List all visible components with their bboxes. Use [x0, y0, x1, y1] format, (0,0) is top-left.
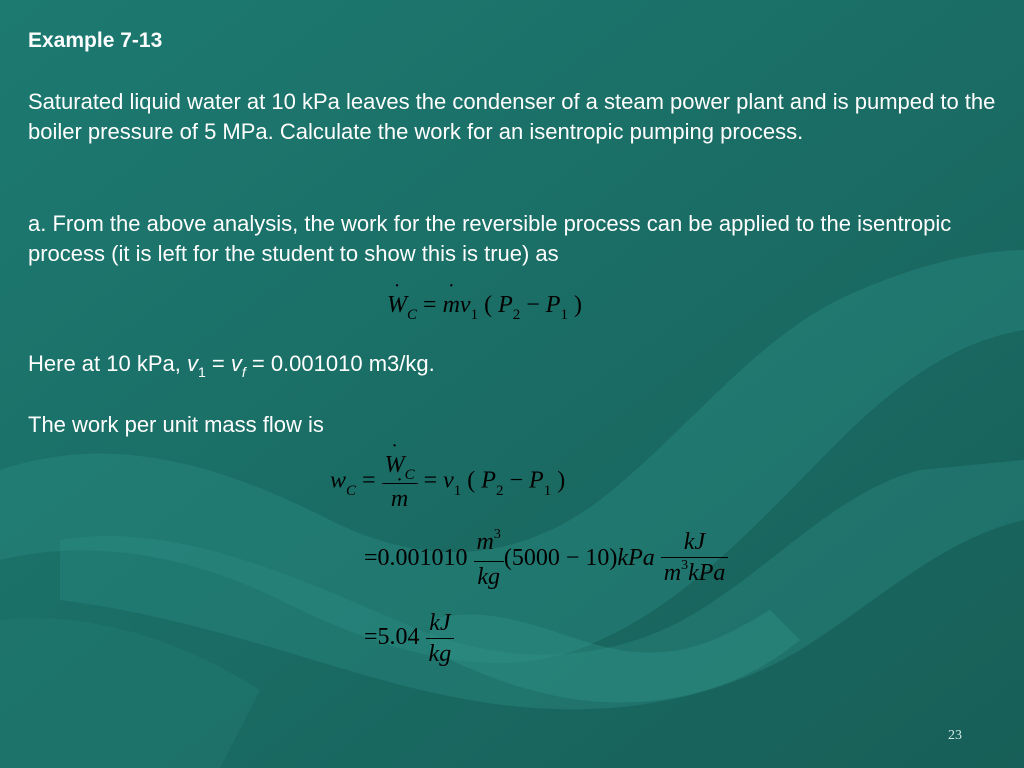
slide-title: Example 7-13	[28, 29, 163, 52]
eq3-value: 0.001010	[377, 545, 468, 572]
eq1-w-sub: C	[407, 307, 418, 323]
state-equals: =	[205, 351, 231, 376]
state-prefix: Here at 10 kPa,	[28, 351, 187, 376]
eq2-num-sub: C	[404, 467, 415, 483]
eq2-equals-2: =	[423, 467, 438, 494]
eq2-den: ˙ m	[391, 484, 408, 514]
eq1-open: (	[484, 292, 493, 318]
eq3-den2-m: m	[663, 560, 682, 586]
eq1-p2-sub: 2	[512, 307, 521, 323]
state-suffix: = 0.001010 m3/kg.	[245, 351, 435, 376]
eq3-fraction-2	[661, 527, 729, 592]
eq3-den2-sup: 3	[681, 558, 689, 573]
eq3-num: m	[476, 529, 494, 555]
analysis-paragraph: a. From the above analysis, the work for the reversible process can be applied to the isentropic process (it is left for the student to show this is true) as	[28, 211, 952, 266]
eq3-fraction-1	[474, 527, 504, 592]
page-number: 23	[948, 728, 962, 743]
eq2-open: (	[467, 467, 476, 494]
eq1-p1-sub: 1	[560, 307, 568, 323]
eq2-w: w	[330, 467, 347, 494]
eq3-den: kg	[477, 564, 501, 590]
state-line	[28, 349, 435, 381]
eq2-p1: P	[529, 467, 544, 494]
eq2-v-sub: 1	[453, 482, 462, 499]
eq3-den2-rest: kPa	[688, 560, 726, 586]
eq4-den: kg	[428, 641, 452, 667]
eq1-close: )	[573, 292, 582, 318]
work-per-mass-intro: The work per unit mass flow is	[28, 412, 324, 437]
eq2-v: v	[443, 467, 454, 494]
state-v: v	[186, 351, 198, 376]
equation-substitution	[364, 527, 728, 592]
eq2-fraction	[382, 450, 418, 514]
eq2-close: )	[557, 467, 566, 494]
eq1-equals: =	[423, 292, 437, 318]
eq3-equals: =	[364, 545, 378, 572]
eq1-p2: P	[498, 292, 513, 318]
eq1-v-sub: 1	[470, 307, 479, 323]
problem-statement: Saturated liquid water at 10 kPa leaves the condenser of a steam power plant and is pumped to the boiler pressure of 5 MPa. Calculate the work for an isentropic pumping process.	[28, 89, 996, 144]
eq3-num2: kJ	[661, 527, 729, 558]
equation-specific-work	[330, 450, 565, 514]
eq1-m: ˙ m	[443, 292, 460, 319]
eq1-p1: P	[545, 292, 561, 318]
eq4-num: kJ	[426, 608, 455, 639]
eq2-p1-sub: 1	[543, 482, 552, 499]
eq4-value: 5.04	[377, 624, 420, 651]
eq2-p2: P	[481, 467, 496, 494]
eq4-equals: =	[364, 624, 378, 651]
eq2-w-sub: C	[346, 482, 357, 499]
state-v-sub: 1	[197, 364, 206, 380]
eq3-num-sup: 3	[493, 527, 501, 542]
eq1-v: v	[459, 292, 471, 318]
eq2-num: ˙ W	[385, 450, 405, 480]
eq2-p2-sub: 2	[495, 482, 504, 499]
eq1-w: ˙ W	[387, 292, 407, 319]
eq2-minus: −	[509, 467, 524, 494]
eq4-fraction	[426, 608, 455, 669]
state-vf: v	[230, 351, 242, 376]
state-vf-sub: f	[241, 364, 246, 380]
eq1-minus: −	[526, 292, 540, 318]
eq3-unit: kPa	[617, 545, 655, 572]
equation-result	[364, 608, 454, 669]
eq3-paren: (5000 − 10)	[503, 545, 618, 572]
eq2-equals: =	[362, 467, 376, 494]
equation-pump-work	[387, 292, 582, 323]
